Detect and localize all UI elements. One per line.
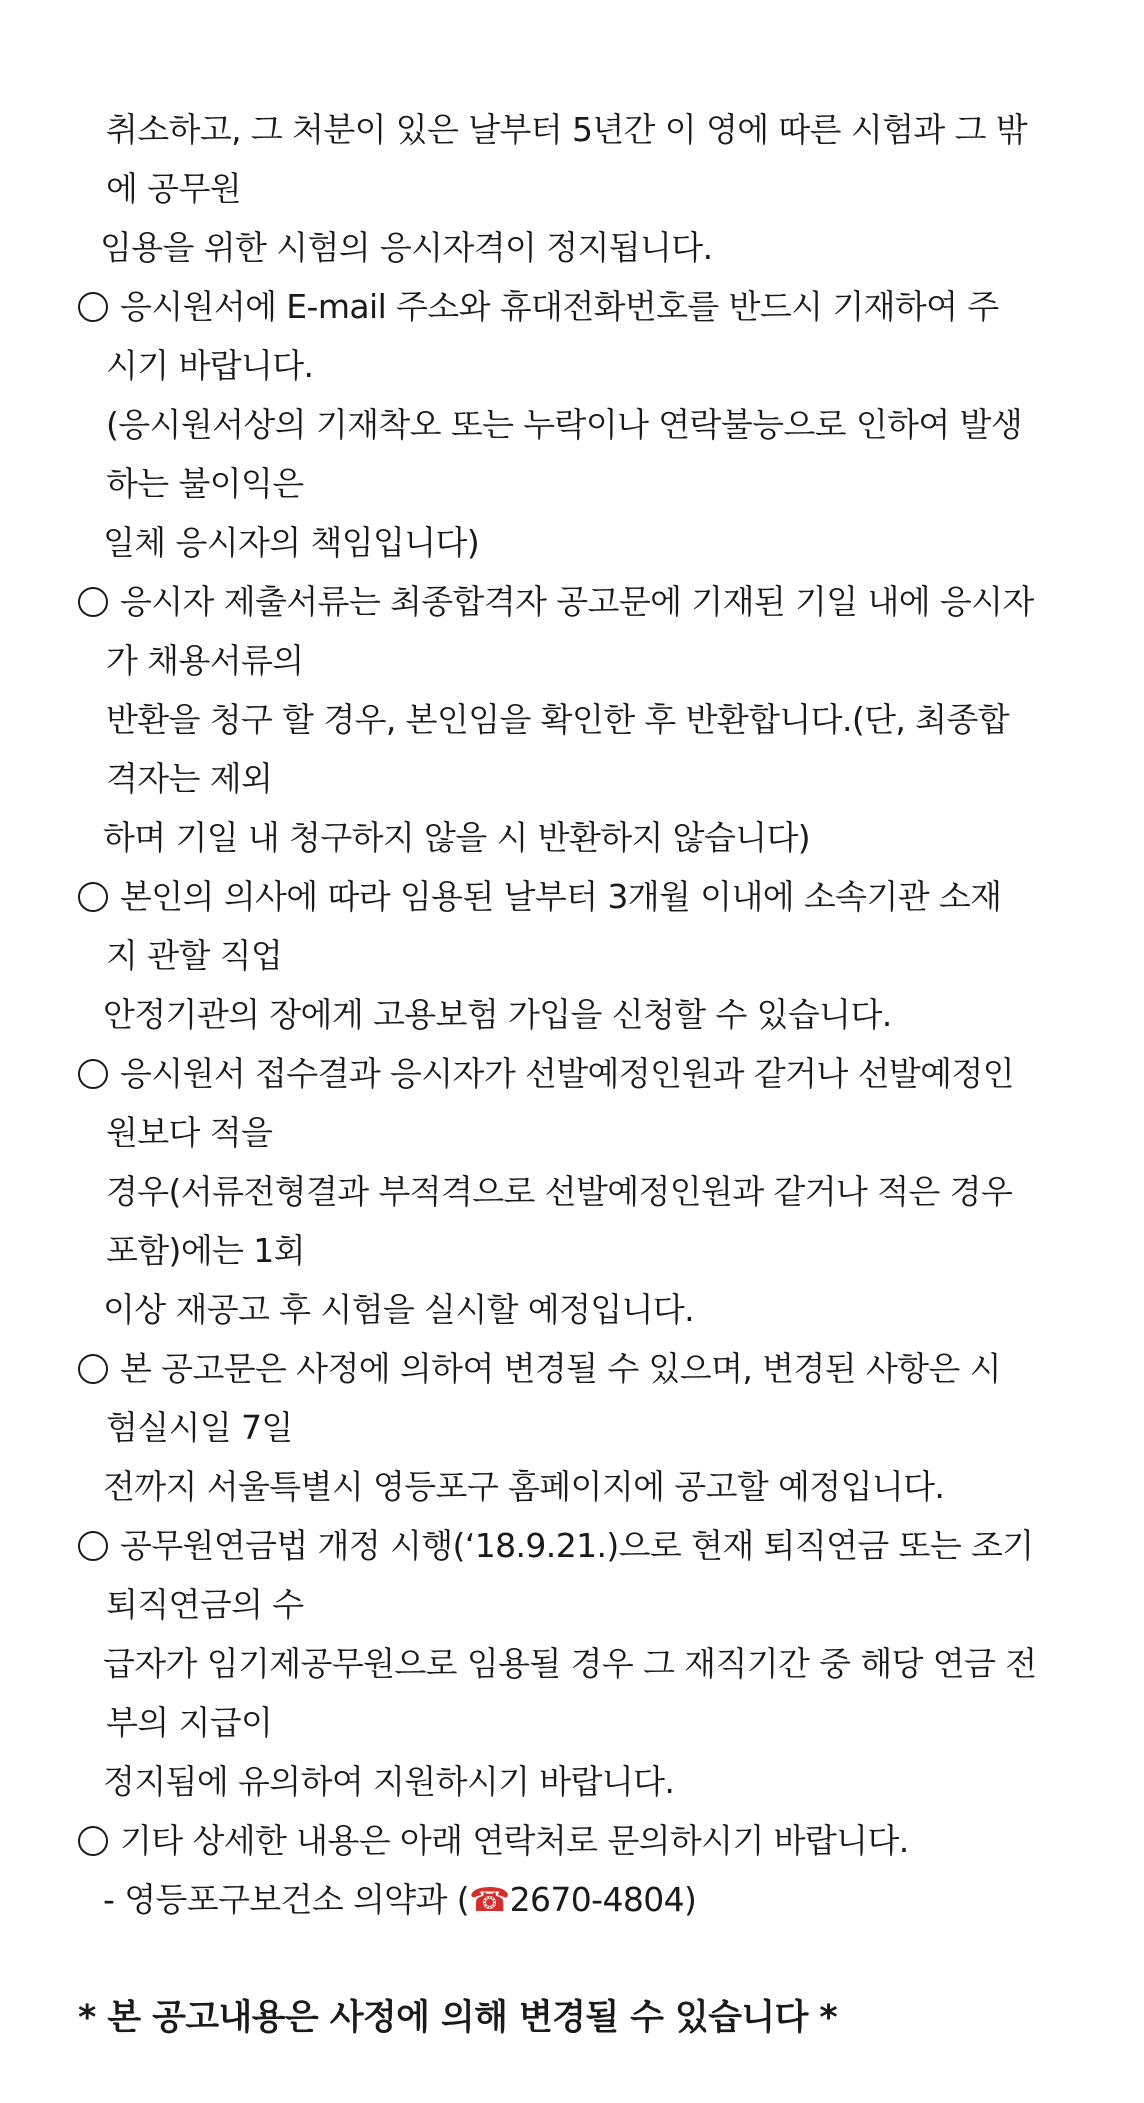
circle-bullet-icon: [78, 882, 108, 912]
circle-bullet-icon: [78, 1059, 108, 1089]
continuation-line: 하며 기일 내 청구하지 않을 시 반환하지 않습니다): [103, 818, 811, 857]
bullet-text: 기타 상세한 내용은 아래 연락처로 문의하시기 바랍니다.: [120, 1821, 909, 1860]
bullet-item: [78, 1044, 1072, 1103]
continuation-line: 이상 재공고 후 시험을 실시할 예정입니다.: [103, 1290, 695, 1329]
circle-bullet-icon: [78, 1826, 108, 1856]
continuation-line: 험실시일 7일: [106, 1408, 293, 1447]
continuation-line: 임용을 위한 시험의 응시자격이 정지됩니다.: [100, 228, 713, 267]
continuation-line: 지 관할 직업: [106, 936, 283, 975]
bullet-item: [78, 1339, 1072, 1398]
continuation-line: 안정기관의 장에게 고용보험 가입을 신청할 수 있습니다.: [103, 995, 892, 1034]
circle-bullet-icon: [78, 1531, 108, 1561]
continuation-line: 격자는 제외: [106, 759, 273, 798]
bullet-item: [78, 277, 1072, 336]
continuation-line: 퇴직연금의 수: [106, 1585, 304, 1624]
bullet-text: 공무원연금법 개정 시행(‘18.9.21.)으로 현재 퇴직연금 또는 조기: [120, 1526, 1034, 1565]
continuation-line: 반환을 청구 할 경우, 본인임을 확인한 후 반환합니다.(단, 최종합: [106, 700, 1010, 739]
bullet-item: [78, 572, 1072, 631]
bullet-text: 본 공고문은 사정에 의하여 변경될 수 있으며, 변경된 사항은 시: [120, 1349, 1001, 1388]
continuation-line: 가 채용서류의: [106, 641, 304, 680]
circle-bullet-icon: [78, 1354, 108, 1384]
continuation-line: 경우(서류전형결과 부적격으로 선발예정인원과 같거나 적은 경우: [106, 1172, 1013, 1211]
bullet-item: [78, 1516, 1072, 1575]
contact-number: 2670-4804): [509, 1880, 697, 1919]
continuation-line: 전까지 서울특별시 영등포구 홈페이지에 공고할 예정입니다.: [103, 1467, 945, 1506]
bullet-item: [78, 1811, 1072, 1870]
contact-line: [78, 1870, 1072, 1929]
bullet-item: [78, 867, 1072, 926]
continuation-line: 급자가 임기제공무원으로 임용될 경우 그 재직기간 중 해당 연금 전: [103, 1644, 1037, 1683]
phone-icon: ☎: [469, 1880, 510, 1919]
continuation-line: (응시원서상의 기재착오 또는 누락이나 연락불능으로 인하여 발생: [106, 405, 1023, 444]
change-notice: * 본 공고내용은 사정에 의해 변경될 수 있습니다 *: [78, 1998, 838, 2038]
continuation-line: 일체 응시자의 책임입니다): [103, 523, 480, 562]
notice-body: [78, 100, 1072, 1870]
bullet-text: 본인의 의사에 따라 임용된 날부터 3개월 이내에 소속기관 소재: [120, 877, 1002, 916]
bullet-text: 응시원서 접수결과 응시자가 선발예정인원과 같거나 선발예정인: [120, 1054, 1014, 1093]
continuation-line: 에 공무원: [106, 169, 242, 208]
bullet-text: 응시자 제출서류는 최종합격자 공고문에 기재된 기일 내에 응시자: [120, 582, 1034, 621]
continuation-line: 하는 불이익은: [106, 464, 304, 503]
continuation-line: 시기 바랍니다.: [106, 346, 314, 385]
continuation-line: 원보다 적을: [106, 1113, 273, 1152]
continuation-line: 취소하고, 그 처분이 있은 날부터 5년간 이 영에 따른 시험과 그 밖: [106, 110, 1028, 149]
circle-bullet-icon: [78, 292, 108, 322]
continuation-line: 포함)에는 1회: [106, 1231, 305, 1270]
bullet-text: 응시원서에 E-mail 주소와 휴대전화번호를 반드시 기재하여 주: [120, 287, 999, 326]
continuation-line: 부의 지급이: [106, 1703, 273, 1742]
continuation-line: 정지됨에 유의하여 지원하시기 바랍니다.: [103, 1762, 675, 1801]
contact-prefix: - 영등포구보건소 의약과 (: [103, 1880, 470, 1919]
circle-bullet-icon: [78, 587, 108, 617]
